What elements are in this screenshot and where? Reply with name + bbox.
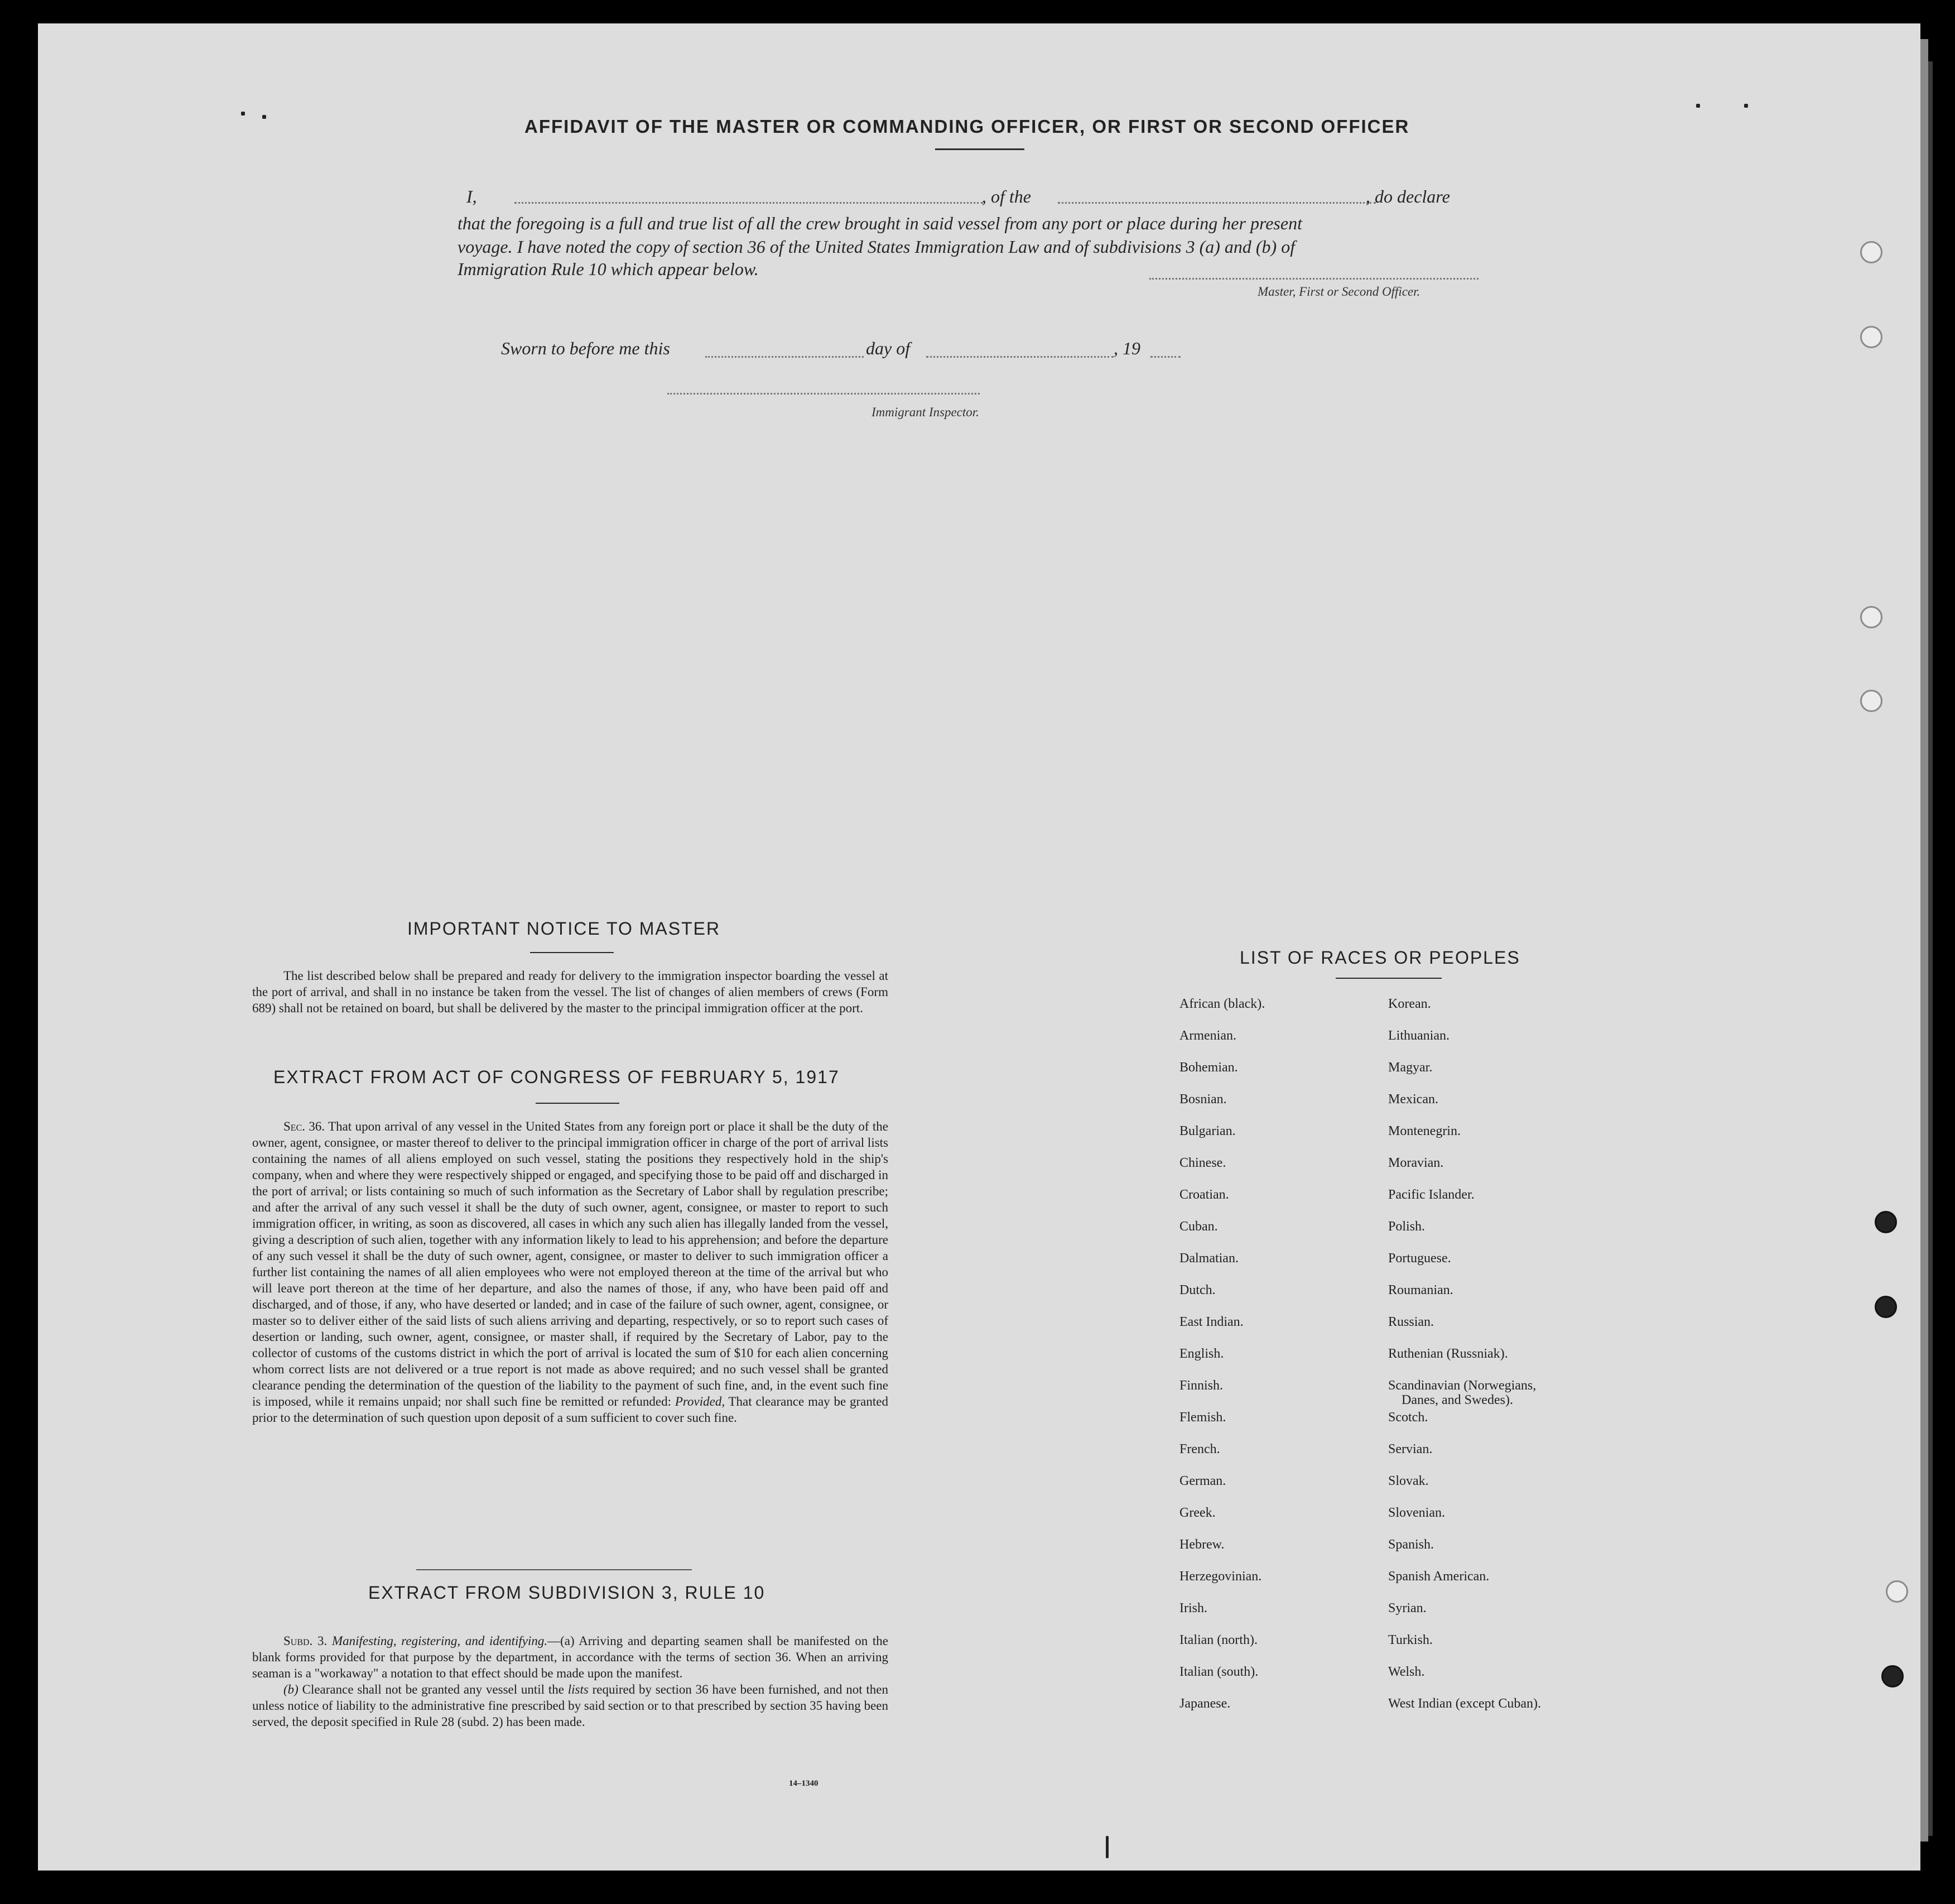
act-paragraph [252,1118,888,1426]
race-item-left: Chinese. [1179,1156,1226,1170]
inspector-signature-line[interactable] [667,393,980,395]
race-item-right: Magyar. [1388,1060,1433,1075]
race-item-right: Pacific Islander. [1388,1187,1475,1202]
races-rule [1336,978,1442,979]
affidavit-line-3: Immigration Rule 10 which appear below. [458,259,759,279]
sworn-month-line[interactable] [926,356,1114,358]
race-item-left: Bosnian. [1179,1092,1227,1107]
race-item-left: Armenian. [1179,1028,1236,1043]
subd-heading: Manifesting, registering, and identifying. [331,1634,548,1648]
binder-hole [1875,1211,1897,1233]
race-item-left: Bohemian. [1179,1060,1238,1075]
rule-title: EXTRACT FROM SUBDIVISION 3, RULE 10 [368,1583,765,1603]
section-divider [416,1569,692,1570]
race-item-left: Hebrew. [1179,1537,1225,1552]
b-label: (b) [283,1682,298,1696]
affidavit-i: I, [466,186,477,206]
race-item-left: Croatian. [1179,1187,1229,1202]
notice-text: The list described below shall be prepared and ready for delivery to the immigration inspector boarding the vessel at the port of arrival, and shall in no instance be taken from the vessel. The list of changes of alien members of crews (Form 689) shall not be retained on board, but shall be delivered by the master to the principal immigration officer at the port. [252,969,888,1015]
race-item-right: Polish. [1388,1219,1426,1234]
affidavit-do-declare: , do declare [1366,186,1450,206]
notice-rule [530,952,614,953]
race-item-right: Servian. [1388,1442,1433,1456]
affidavit-of-the: , of the [982,186,1031,206]
binder-hole [1860,690,1882,712]
race-item-left: Dutch. [1179,1283,1216,1297]
race-item-left: Greek. [1179,1506,1216,1520]
subd-num: 3. [312,1634,332,1648]
a-text: Arriving and departing seamen shall be manifested on the blank forms provided for that purpose by the department, in accordance with the terms of section 36. When an arriving seaman is a "workaway" a notation to that effect should be made upon the manifest. [252,1634,888,1680]
notice-text-block [252,968,888,1016]
race-item-right: Moravian. [1388,1156,1444,1170]
race-item-right: Korean. [1388,997,1431,1011]
binder-hole [1860,606,1882,628]
ink-speck [241,112,245,116]
ink-speck [262,115,266,119]
sworn-label: Sworn to before me this [501,338,670,358]
form-number: 14–1340 [789,1779,818,1788]
binder-hole [1875,1296,1897,1318]
ink-speck [1696,104,1700,108]
race-item-right: Spanish American. [1388,1569,1490,1584]
race-item-right: Montenegrin. [1388,1124,1461,1138]
day-of-label: day of [866,338,911,358]
race-item-left: Bulgarian. [1179,1124,1236,1138]
notice-title: IMPORTANT NOTICE TO MASTER [407,919,721,939]
document-page [38,23,1920,1871]
affidavit-line-2: voyage. I have noted the copy of section 36 of the United States Immigration Law and of subdivisions 3 (a) and (b) of [458,237,1296,257]
race-item-left: German. [1179,1474,1226,1488]
race-item-right: Mexican. [1388,1092,1438,1107]
ink-speck [1106,1836,1109,1858]
rule-paragraph-a [252,1633,888,1681]
sworn-day-line[interactable] [705,356,864,358]
rule-paragraph-b [252,1681,888,1730]
race-item-left: Flemish. [1179,1410,1226,1425]
race-item-left: Herzegovinian. [1179,1569,1262,1584]
binder-hole [1881,1665,1904,1687]
act-title: EXTRACT FROM ACT OF CONGRESS OF FEBRUARY 5, 1917 [273,1067,840,1087]
affidavit-title: AFFIDAVIT OF THE MASTER OR COMMANDING OFFICER, OR FIRST OR SECOND OFFICER [524,116,1410,137]
ink-speck [1744,104,1748,108]
race-item-left: Finnish. [1179,1378,1224,1393]
a-label: —(a) [547,1634,575,1648]
sworn-year-line[interactable] [1150,356,1181,358]
vessel-line[interactable] [1058,202,1376,204]
race-item-right: Turkish. [1388,1633,1433,1647]
page-edge-shadow [1928,61,1933,1836]
act-rule [536,1103,619,1104]
race-item-left: East Indian. [1179,1315,1244,1329]
binder-hole [1860,326,1882,348]
act-text: 36. That upon arrival of any vessel in the United States from any foreign port or place it shall be the duty of the owner, agent, consignee, or master thereof to deliver to the principal immigration officer in charge of the port of arrival lists containing the names of all aliens employed on such vessel, stating the positions they respectively hold in the ship's company, when and where they were respectively shipped or engaged, and specifying those to be paid off and discharged in the port of arrival; or lists containing so much of such information as the Secretary of Labor shall by regulation prescribe; and after the arrival of any such vessel it shall be the duty of such owner, agent, consignee, or master to report to such immigration officer, in writing, as soon as discovered, all cases in which any such alien has illegally landed from the vessel, giving a description of such alien, together with any information likely to lead to his apprehension; and before the departure of any such vessel it shall be the duty of such owner, agent, consignee, or master to deliver to such immigration officer a further list containing the names of all alien employees who were not employed thereon at the time of the arrival but who will leave port thereon at the time of her departure, and also the names of those, if any, who have been paid off and discharged, and of those, if any, who have deserted or landed; and in case of the failure of such owner, agent, consignee, or master so to deliver either of the said lists of such aliens arriving and departing, respectively, or so to report such cases of desertion or landing, such owner, agent, consignee, or master shall, if required by the Secretary of Labor, pay to the collector of customs of the customs district in which the port of arrival is located the sum of $10 for each alien concerning whom correct lists are not delivered or a true report is not made as above required; and no such vessel shall be granted clearance pending the determination of the question of the liability to the payment of such fine, and, in the event such fine is imposed, while it remains unpaid; nor shall such fine be remitted or refunded: [252,1119,888,1408]
race-item-right: Ruthenian (Russniak). [1388,1347,1508,1361]
race-item-right: West Indian (except Cuban). [1388,1696,1541,1711]
year-label: , 19 [1114,338,1140,358]
race-item-right: Scotch. [1388,1410,1428,1425]
inspector-signature-label: Immigrant Inspector. [871,405,979,419]
rule-text-block [252,1633,888,1730]
subd-label: Subd. [283,1634,313,1648]
race-item-left: French. [1179,1442,1220,1456]
race-item-left: English. [1179,1347,1224,1361]
race-item-right: Scandinavian (Norwegians, [1388,1378,1537,1393]
act-text-end: That clearance may be granted prior to the determination of such question upon deposit of a sum sufficient to cover such fine. [252,1395,888,1425]
master-signature-line[interactable] [1149,278,1479,280]
page-edge [1920,39,1928,1842]
affidavit-line-1: that the foregoing is a full and true list of all the crew brought in said vessel from any port or place during her present [458,213,1302,233]
binder-hole [1886,1580,1908,1603]
race-item-left: Irish. [1179,1601,1207,1615]
race-item-right: Syrian. [1388,1601,1427,1615]
race-item-right: Slovak. [1388,1474,1429,1488]
name-line[interactable] [514,202,983,204]
race-item-right: Russian. [1388,1315,1434,1329]
race-item-left: Cuban. [1179,1219,1218,1234]
sec-label: Sec. [283,1119,305,1133]
b-lists: lists [567,1682,589,1696]
b-text-2: required by section 36 have been furnished, and not then unless notice of liability to the administrative fine prescribed by said section or to that prescribed by section 35 having been served, the deposit specified in Rule 28 (subd. 2) has been made. [252,1682,888,1729]
race-item-right: Spanish. [1388,1537,1434,1552]
provided-label: Provided, [675,1395,725,1408]
race-item-left: Italian (south). [1179,1665,1259,1679]
race-item-right: Slovenian. [1388,1506,1445,1520]
race-item-right: Portuguese. [1388,1251,1451,1266]
title-rule [935,148,1024,150]
race-item-left: Dalmatian. [1179,1251,1239,1266]
race-item-left: Japanese. [1179,1696,1231,1711]
races-title: LIST OF RACES OR PEOPLES [1240,948,1520,968]
master-signature-label: Master, First or Second Officer. [1258,285,1420,299]
act-text-block [252,1118,888,1426]
race-item-right: Welsh. [1388,1665,1425,1679]
race-item-right: Roumanian. [1388,1283,1453,1297]
race-item-left: African (black). [1179,997,1265,1011]
race-item-right: Lithuanian. [1388,1028,1450,1043]
b-text-1: Clearance shall not be granted any vessel until the [298,1682,568,1696]
race-item-right-continuation: Danes, and Swedes). [1402,1393,1513,1407]
race-item-left: Italian (north). [1179,1633,1258,1647]
binder-hole [1860,241,1882,263]
